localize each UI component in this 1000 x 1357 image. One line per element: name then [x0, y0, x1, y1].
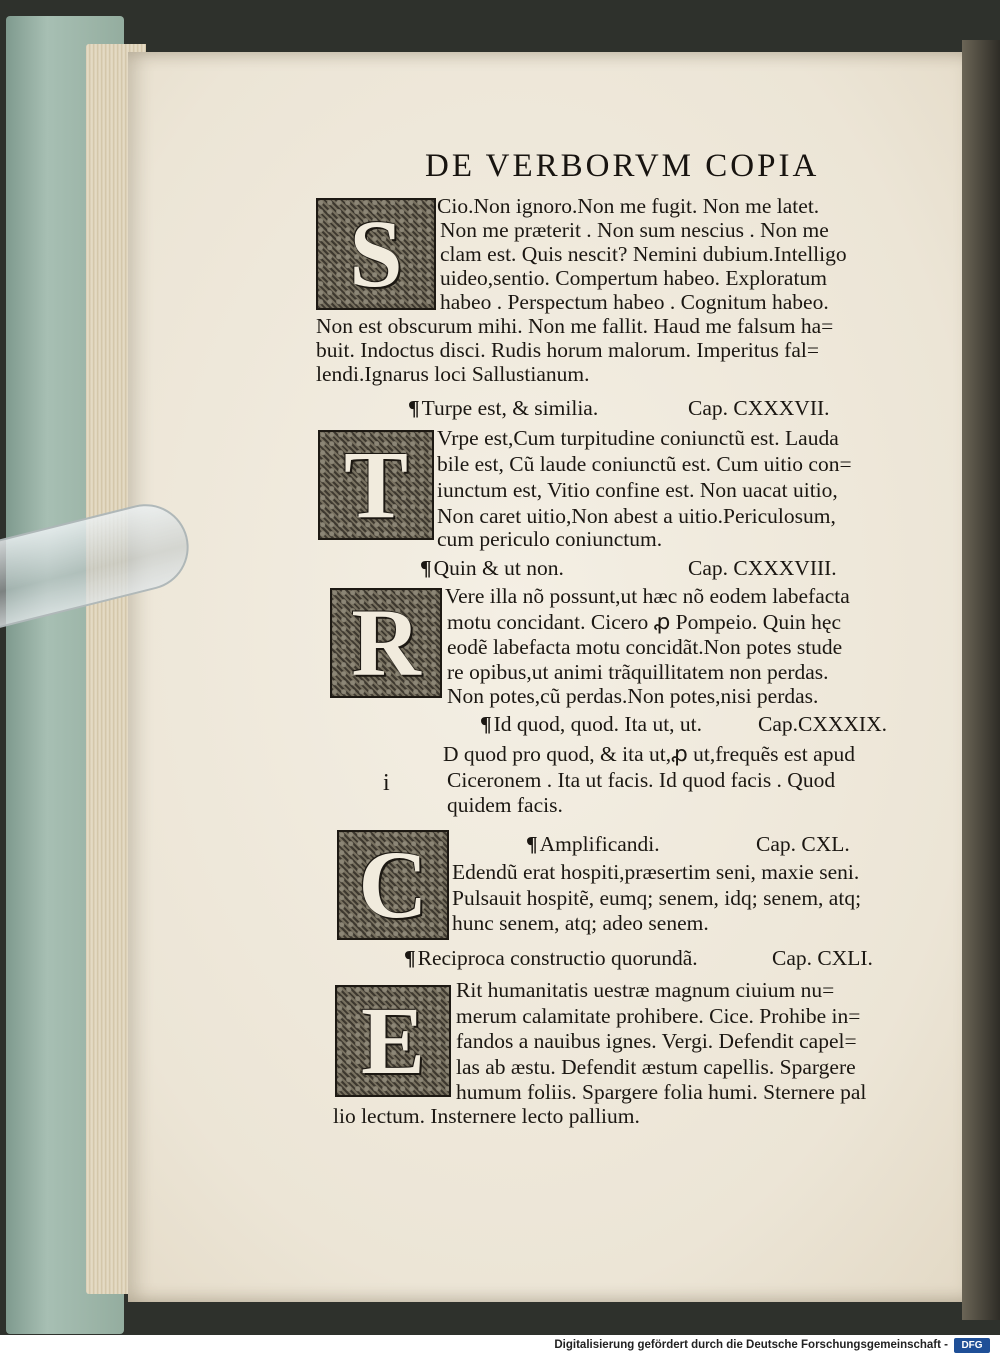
chapter-number: Cap. CXLI. — [772, 946, 873, 970]
text-line: Non me præterit . Non sum nescius . Non me — [440, 218, 829, 242]
decorated-initial-c: C — [337, 830, 449, 940]
decorated-initial-t: T — [318, 430, 434, 540]
text-line: humum foliis. Spargere folia humi. Sternere pal — [456, 1080, 867, 1104]
pilcrow-icon: ¶ — [408, 396, 420, 420]
text-line: lendi.Ignarus loci Sallustianum. — [316, 362, 590, 386]
text-line: Non est obscurum mihi. Non me fallit. Haud me falsum ha= — [316, 314, 834, 338]
text-line: bile est, Cũ laude coniunctũ est. Cum uitio con= — [437, 452, 852, 476]
pilcrow-icon: ¶ — [526, 832, 538, 856]
text-line: hunc senem, atq; adeo senem. — [452, 911, 709, 935]
funding-notice: Digitalisierung gefördert durch die Deutsche Forschungsgemeinschaft - — [554, 1339, 948, 1351]
text-line: eodẽ labefacta motu concidãt.Non potes stude — [447, 635, 843, 659]
text-line: merum calamitate prohibere. Cice. Prohibe in= — [456, 1004, 861, 1028]
text-line: buit. Indoctus disci. Rudis horum malorum. Imperitus fal= — [316, 338, 819, 362]
text-line: habeo . Perspectum habeo . Cognitum habeo. — [440, 290, 829, 314]
text-line: Non potes,cũ perdas.Non potes,nisi perdas. — [447, 684, 819, 708]
text-line: Non caret uitio,Non abest a uitio.Periculosum, — [437, 504, 836, 528]
decorated-initial-s: S — [316, 198, 436, 310]
text-line: cum periculo coniunctum. — [437, 527, 663, 551]
chapter-heading — [420, 558, 890, 580]
text-line: lio lectum. Insternere lecto pallium. — [333, 1104, 640, 1128]
text-line: las ab æstu. Defendit æstum capellis. Spargere — [456, 1055, 856, 1079]
facing-page-edge — [962, 40, 1000, 1320]
chapter-title: Id quod, quod. Ita ut, ut. — [493, 712, 703, 736]
text-line: Pulsauit hospitẽ, eumq; senem, idq; senem, atq; — [452, 886, 862, 910]
text-line: uideo,sentio. Compertum habeo. Exploratum — [440, 266, 827, 290]
footer-bar — [0, 1335, 1000, 1357]
text-line: iunctum est, Vitio confine est. Non uacat uitio, — [437, 478, 838, 502]
chapter-heading — [408, 398, 878, 420]
pilcrow-icon: ¶ — [404, 946, 416, 970]
chapter-number: Cap.CXXXIX. — [758, 712, 887, 736]
dfg-logo: DFG — [954, 1338, 990, 1353]
text-line: Edendũ erat hospiti,præsertim seni, maxie seni. — [452, 860, 860, 884]
chapter-number: Cap. CXXXVIII. — [688, 556, 837, 580]
pilcrow-icon: ¶ — [480, 712, 492, 736]
text-line: clam est. Quis nescit? Nemini dubium.Intelligo — [440, 242, 847, 266]
chapter-heading — [526, 834, 926, 856]
text-line: Rit humanitatis uestræ magnum ciuium nu= — [456, 978, 835, 1002]
chapter-title: Amplificandi. — [539, 832, 660, 856]
text-line: Vrpe est,Cum turpitudine coniunctũ est. Lauda — [437, 426, 839, 450]
chapter-heading — [404, 948, 924, 970]
text-line: fandos a nauibus ignes. Vergi. Defendit capel= — [456, 1029, 857, 1053]
text-line: quidem facis. — [447, 793, 563, 817]
pilcrow-icon: ¶ — [420, 556, 432, 580]
text-line: Vere illa nõ possunt,ut hæc nõ eodem labefacta — [445, 584, 850, 608]
text-line: Ciceronem . Ita ut facis. Id quod facis . Quod — [447, 768, 836, 792]
page-header: DE VERBORVM COPIA — [425, 148, 820, 184]
decorated-initial-r: R — [330, 588, 442, 698]
text-line: D quod pro quod, & ita ut,ꝓ ut,frequẽs est apud — [443, 742, 855, 766]
text-line: Cio.Non ignoro.Non me fugit. Non me latet. — [437, 194, 820, 218]
chapter-title: Quin & ut non. — [433, 556, 564, 580]
chapter-number: Cap. CXXXVII. — [688, 396, 830, 420]
chapter-title: Turpe est, & similia. — [421, 396, 599, 420]
decorated-initial-e: E — [335, 985, 451, 1097]
text-line: motu concidant. Cicero ꝓ Pompeio. Quin hęc — [447, 610, 842, 634]
chapter-heading — [480, 714, 930, 736]
chapter-title: Reciproca constructio quorundã. — [417, 946, 698, 970]
signature-mark: i — [383, 770, 390, 796]
text-line: re opibus,ut animi trãquillitatem non perdas. — [447, 660, 829, 684]
chapter-number: Cap. CXL. — [756, 832, 850, 856]
